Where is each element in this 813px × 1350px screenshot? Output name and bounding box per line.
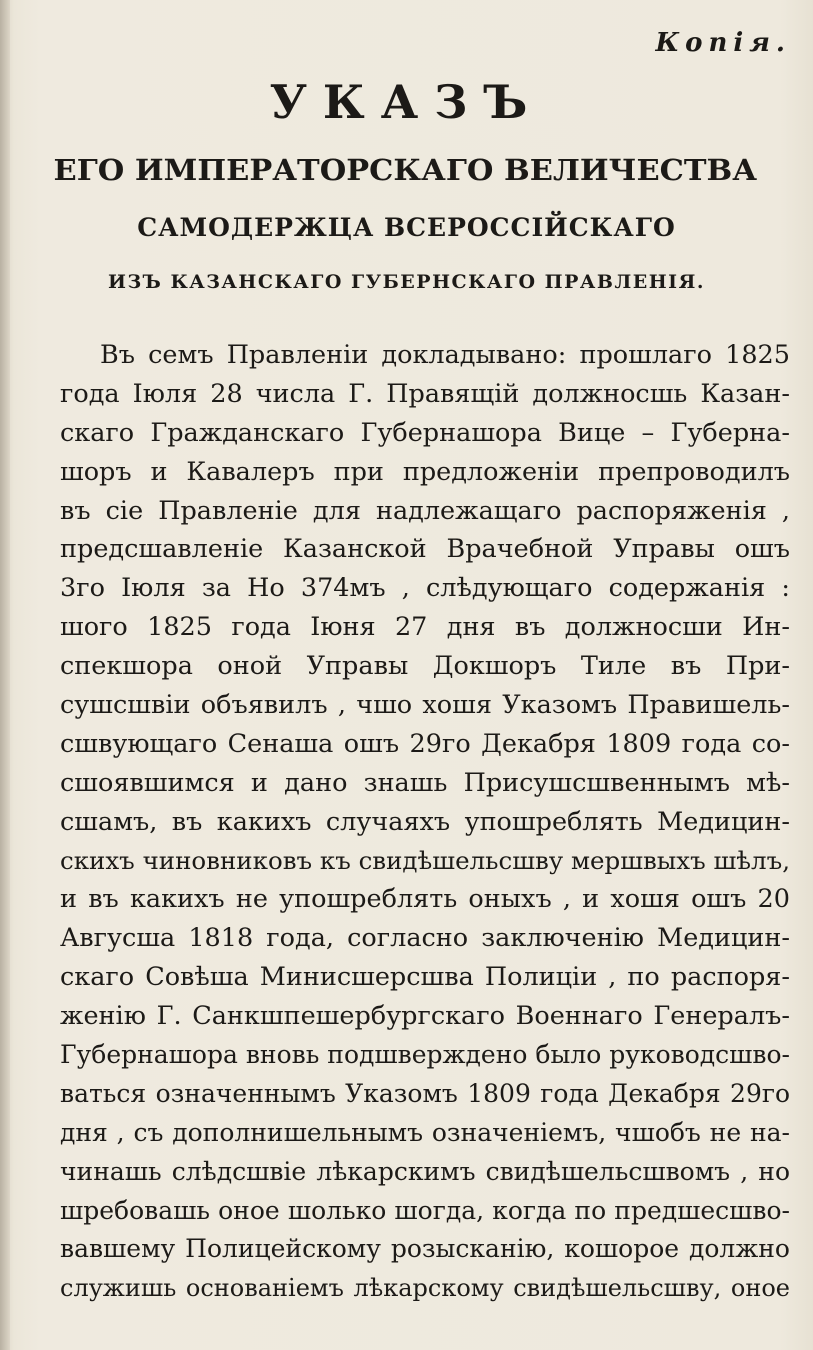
copy-mark: Копія. (655, 28, 791, 58)
body-text (60, 336, 790, 1308)
body-line: скаго Гражданскаго Губернашора Вице – Губерна- (60, 417, 790, 448)
body-line: Авгусша 1818 года, согласно заключенію Медицин- (60, 923, 790, 954)
page-gutter (0, 0, 10, 1350)
body-line: шого 1825 года Іюня 27 дня въ должносши Ин- (60, 612, 790, 643)
body-line: Губернашора вновь подшверждено было руководсшво- (60, 1040, 790, 1070)
subtitle-administration: ИЗЪ КАЗАНСКАГО ГУБЕРНСКАГО ПРАВЛЕНІЯ. (108, 271, 705, 293)
body-line: спекшора оной Управы Докшоръ Тиле въ При- (60, 651, 790, 682)
body-line: служишь основаніемъ лѣкарскому свидѣшельсшву, оное (60, 1274, 790, 1303)
body-line: и въ какихъ не упошреблять оныхъ , и хошя ошъ 20 (60, 884, 790, 915)
body-line: шоръ и Кавалеръ при предложеніи препроводилъ (60, 456, 790, 487)
document-title: УКАЗЪ (269, 75, 544, 129)
body-line: предсшавленіе Казанской Врачебной Управы ошъ (60, 534, 790, 565)
body-line: скихъ чиновниковъ къ свидѣшельсшву мершвыхъ шѣлъ, (60, 845, 790, 875)
body-line: чинашь слѣдсшвіе лѣкарскимъ свидѣшельсшвомъ , но (60, 1156, 790, 1186)
body-line: женію Г. Санкшпешербургскаго Военнаго Генералъ- (60, 1001, 790, 1032)
body-line: скаго Совѣша Минисшерсшва Полиціи , по распоря- (60, 962, 790, 993)
body-line: сшвующаго Сенаша ошъ 29го Декабря 1809 года со- (60, 728, 790, 759)
body-line: года Іюля 28 числа Г. Правящій должносшь Казан- (60, 378, 790, 409)
body-line: 3го Іюля за Но 374мъ , слѣдующаго содержанія : (60, 573, 790, 604)
body-line: ваться означеннымъ Указомъ 1809 года Декабря 29го (60, 1078, 790, 1108)
body-line: сшоявшимся и дано знашь Присушсшвеннымъ мѣ- (60, 767, 790, 798)
body-line: вавшему Полицейскому розысканію, кошорое должно (60, 1234, 790, 1264)
body-line: въ сіе Правленіе для надлежащаго распоряженія , (60, 495, 790, 526)
body-line: сушсшвіи объявилъ , чшо хошя Указомъ Правишель- (60, 690, 790, 721)
subtitle-majesty: ЕГО ИМПЕРАТОРСКАГО ВЕЛИЧЕСТВА (53, 153, 758, 187)
subtitle-autocrat: САМОДЕРЖЦА ВСЕРОССІЙСКАГО (137, 213, 676, 242)
body-line: Въ семъ Правленіи докладывано: прошлаго 1825 (100, 340, 790, 370)
body-line: сшамъ, въ какихъ случаяхъ упошреблять Медицин- (60, 806, 790, 837)
body-line: дня , съ дополнишельнымъ означеніемъ, чшобъ не на- (60, 1117, 790, 1147)
body-line: шребовашь оное шолько шогда, когда по предшесшво- (60, 1195, 790, 1225)
